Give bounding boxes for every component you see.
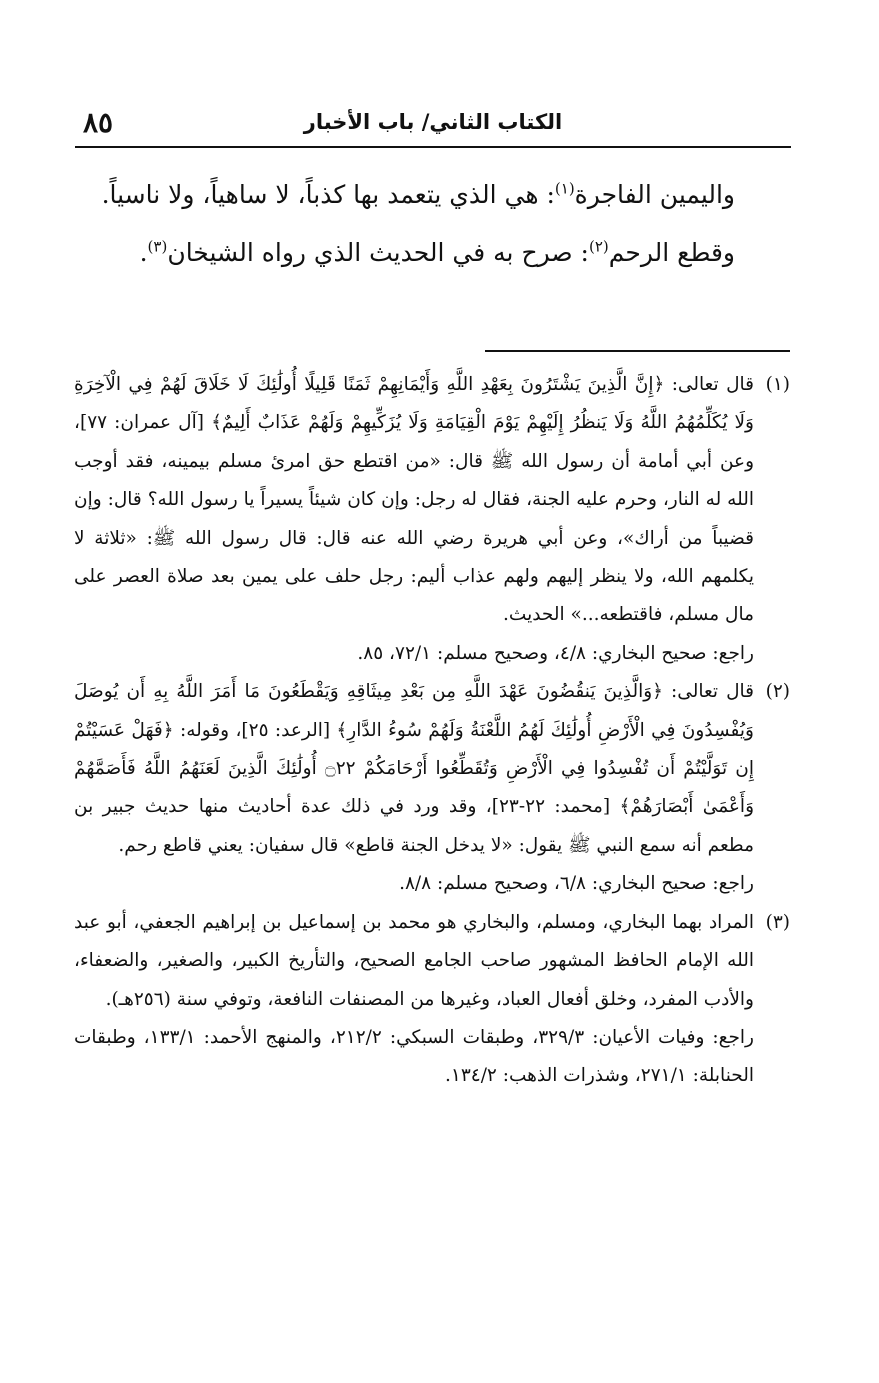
- footnote-number: (٣): [765, 911, 790, 933]
- footnote-ref[interactable]: (٢): [588, 237, 609, 256]
- body-line: وقطع الرحم$^{(٢)}$: صرح به في الحديث الذي رواه الشيخان$^{(٣)}$.: [139, 237, 735, 267]
- footnote-1: [74, 366, 790, 673]
- footnote-reference: راجع: صحيح البخاري: ٤/٨، وصحيح مسلم: ٧٢/١، ٨٥.: [357, 642, 754, 664]
- body-line: واليمين الفاجرة$^{(١)}$: هي الذي يتعمد بها كذباً، لا ساهياً، ولا ناسياً.: [101, 179, 735, 209]
- footnote-ref[interactable]: (١): [554, 179, 575, 198]
- page-header: [75, 100, 791, 148]
- footnote-number: (٢): [765, 681, 790, 703]
- main-text: [75, 166, 735, 282]
- footnote-paragraph: قال تعالى: ﴿وَالَّذِينَ يَنقُضُونَ عَهْدَ اللَّهِ مِن بَعْدِ مِيثَاقِهِ وَيَقْطَعُونَ مَا أَمَرَ اللَّهُ بِهِ أَن يُوصَلَ وَيُفْسِدُونَ فِي الْأَرْضِ أُولَٰئِكَ لَهُمُ اللَّعْنَةُ وَلَهُمْ سُوءُ الدَّارِ﴾ [الرعد: ٢٥]، وقوله: ﴿فَهَلْ عَسَيْتُمْ إِن تَوَلَّيْتُمْ أَن تُفْسِدُوا فِي الْأَرْضِ وَتُقَطِّعُوا أَرْحَامَكُمْ ۝٢٢ أُولَٰئِكَ الَّذِينَ لَعَنَهُمُ اللَّهُ فَأَصَمَّهُمْ وَأَعْمَىٰ أَبْصَارَهُمْ﴾ [محمد: ٢٢-٢٣]، وقد ورد في ذلك عدة أحاديث منها حديث جبير بن مطعم أنه سمع النبي ﷺ يقول: «لا يدخل الجنة قاطع» قال سفيان: يعني قاطع رحم.: [74, 681, 754, 856]
- footnote-paragraph: قال تعالى: ﴿إِنَّ الَّذِينَ يَشْتَرُونَ بِعَهْدِ اللَّهِ وَأَيْمَانِهِمْ ثَمَنًا قَلِيلًا أُولَٰئِكَ لَا خَلَاقَ لَهُمْ فِي الْآخِرَةِ وَلَا يُكَلِّمُهُمُ اللَّهُ وَلَا يَنظُرُ إِلَيْهِمْ يَوْمَ الْقِيَامَةِ وَلَا يُزَكِّيهِمْ وَلَهُمْ عَذَابٌ أَلِيمٌ﴾ [آل عمران: ٧٧]، وعن أبي أمامة أن رسول الله ﷺ قال: «من اقتطع حق امرئ مسلم بيمينه، فقد أوجب الله له النار، وحرم عليه الجنة، فقال له رجل: وإن كان شيئاً يسيراً يا رسول الله؟ قال: وإن قضيباً من أراك»، وعن أبي هريرة رضي الله عنه قال: قال رسول الله ﷺ: «ثلاثة لا يكلمهم الله، ولا ينظر إليهم ولهم عذاب أليم: رجل حلف على يمين بعد صلاة العصر على مال مسلم، فاقتطعه...» الحديث.: [74, 374, 754, 626]
- footnote-reference: راجع: صحيح البخاري: ٦/٨، وصحيح مسلم: ٨/٨.: [399, 873, 754, 895]
- footnote-ref[interactable]: (٣): [147, 237, 168, 256]
- footnotes: [74, 366, 790, 1096]
- footnote-2: [74, 673, 790, 903]
- running-title: الكتاب الثاني/ باب الأخبار: [303, 110, 563, 134]
- footnote-paragraph: المراد بهما البخاري، ومسلم، والبخاري هو محمد بن إسماعيل بن إبراهيم الجعفي، أبو عبد الله الإمام الحافظ المشهور صاحب الجامع الصحيح، والتأريخ الكبير، والصغير، والضعفاء، والأدب المفرد، وخلق أفعال العباد، وغيرها من المصنفات النافعة، وتوفي سنة (٢٥٦هـ).: [74, 911, 754, 1010]
- page-number: ٨٥: [83, 106, 114, 139]
- footnote-number: (١): [765, 374, 790, 395]
- footnote-reference: راجع: وفيات الأعيان: ٣٢٩/٣، وطبقات السبكي: ٢١٢/٢، والمنهج الأحمد: ١٣٣/١، وطبقات الحنابلة: ٢٧١/١، وشذرات الذهب: ١٣٤/٢.: [74, 1026, 754, 1087]
- footnote-3: [74, 904, 790, 1096]
- footnote-separator: [485, 350, 790, 352]
